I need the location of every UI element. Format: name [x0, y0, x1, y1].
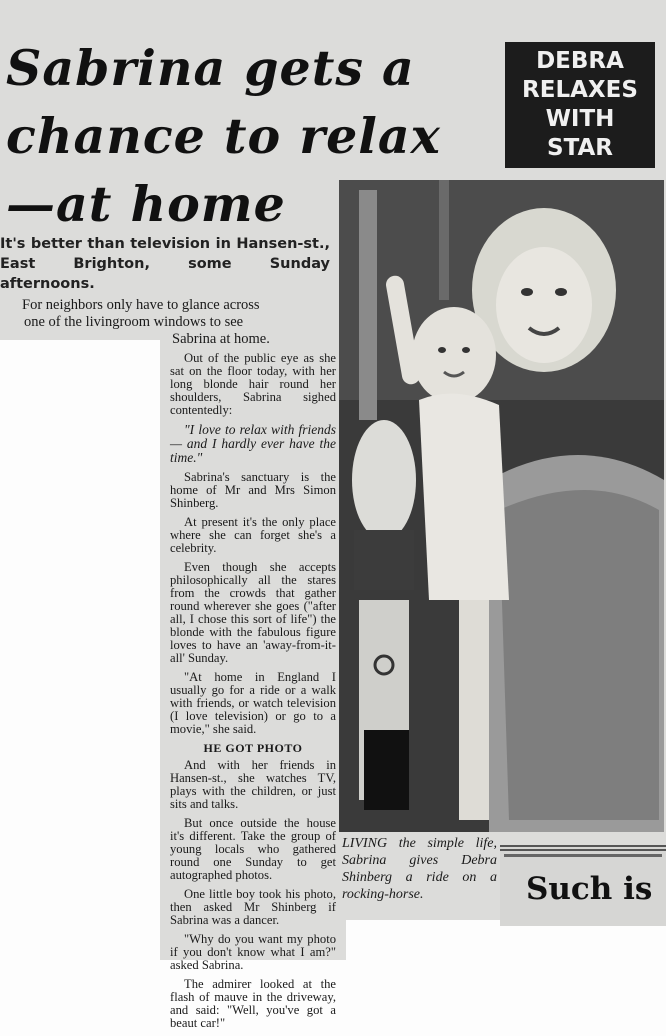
- paragraph: Sabrina's sanctuary is the home of Mr and Mrs Simon Shinberg.: [170, 470, 336, 510]
- article-column: [170, 352, 336, 1036]
- headline-line-2: chance to relax: [6, 107, 441, 165]
- intro-line-3: Sabrina at home.: [172, 331, 270, 347]
- photo-caption: LIVING the simple life, Sabrina gives Debra Shinberg a ride on a rocking-horse.: [342, 836, 497, 902]
- box-headline-line: DEBRA: [536, 48, 624, 74]
- teaser-rule: [504, 854, 662, 857]
- box-headline-line: WITH: [545, 106, 615, 132]
- teaser-headline: Such is: [526, 871, 653, 907]
- intro-line-1: For neighbors only have to glance across: [22, 297, 260, 313]
- paragraph: "At home in England I usually go for a ride or a walk with friends, or watch television (I love television) or go to a movie," she said.: [170, 670, 336, 736]
- paragraph: One little boy took his photo, then asked Mr Shinberg if Sabrina was a dancer.: [170, 887, 336, 927]
- box-headline: [505, 42, 655, 168]
- news-photo: [339, 180, 664, 832]
- paragraph: The admirer looked at the flash of mauve in the driveway, and said: "Well, you've got a beaut car!": [170, 977, 336, 1030]
- paragraph: Out of the public eye as she sat on the floor today, with her long blonde hair round her shoulders, Sabrina sighed contentedly:: [170, 351, 336, 417]
- box-headline-line: STAR: [547, 135, 613, 161]
- paragraph: At present it's the only place where she can forget she's a celebrity.: [170, 515, 336, 555]
- intro-paragraph: [22, 297, 338, 348]
- teaser-clipping: [500, 845, 666, 926]
- photo-illustration: [339, 180, 664, 832]
- pull-quote: "I love to relax with friends — and I hardly ever have the time.": [170, 422, 336, 465]
- paragraph: And with her friends in Hansen-st., she watches TV, plays with the children, or just sits and talks.: [170, 758, 336, 811]
- paragraph: Even though she accepts philosophically all the stares from the crowds that gather round wherever she goes ("after all, I chose this sort of life") the blonde with the fabulous figure loves to have an 'away-from-it-all' Sunday.: [170, 560, 336, 665]
- intro-line-2: one of the livingroom windows to see: [24, 314, 244, 330]
- paragraph: But once outside the house it's different. Take the group of young locals who gathered round one Sunday to get autographed photos.: [170, 816, 336, 882]
- headline-line-3: —at home: [6, 175, 286, 233]
- box-headline-line: RELAXES: [522, 77, 638, 103]
- subheading: HE GOT PHOTO: [203, 741, 303, 755]
- headline-line-1: Sabrina gets a: [6, 39, 415, 97]
- standfirst: It's better than television in Hansen-st., East Brighton, some Sunday afternoons.: [0, 236, 330, 292]
- paragraph: "Why do you want my photo if you don't know what I am?" asked Sabrina.: [170, 932, 336, 972]
